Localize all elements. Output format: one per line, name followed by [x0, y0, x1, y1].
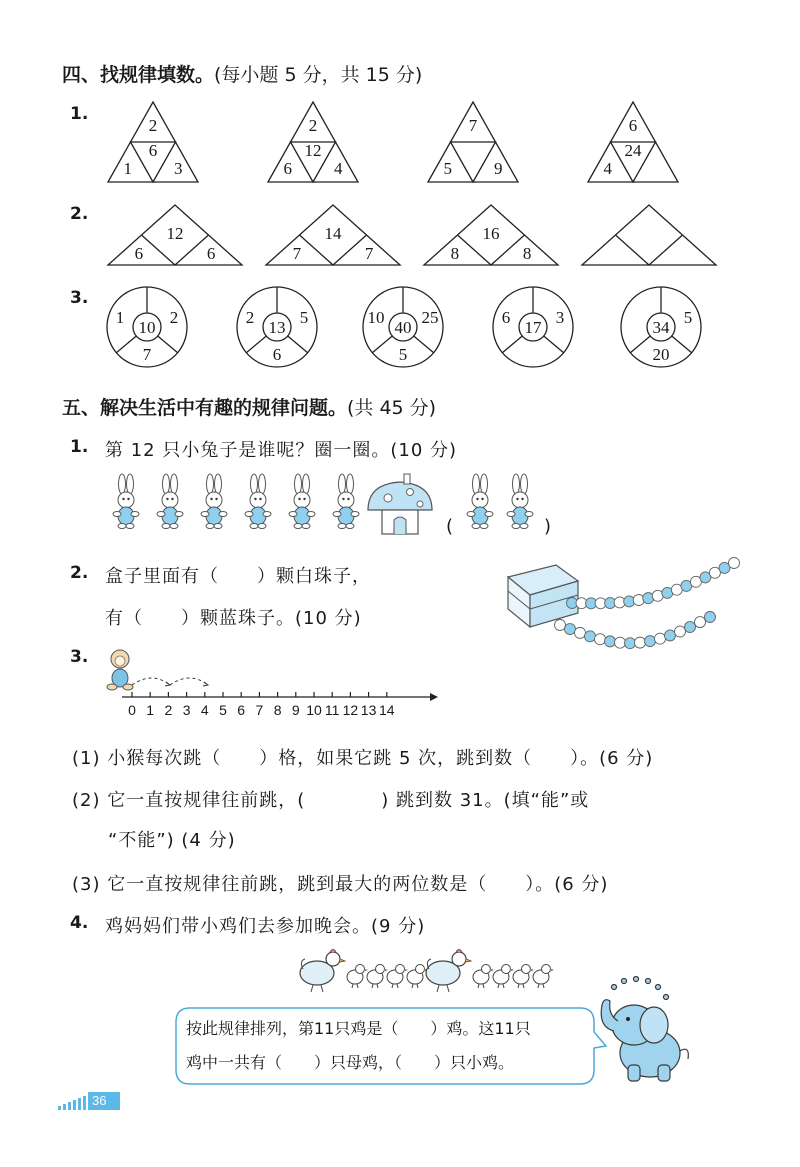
s5-q3-sub2a: (2) 它一直按规律往前跳，( ) 跳到数 31。(填“能”或 [72, 790, 590, 811]
axis-tick-label: 6 [237, 702, 246, 718]
bead [605, 636, 616, 647]
q2-triangles [108, 205, 716, 265]
elephant-icon [592, 975, 702, 1090]
ring-puzzle [107, 287, 187, 367]
triangle-right-value: 4 [333, 159, 343, 178]
s5-q1-label: 1. [70, 437, 89, 457]
bead [685, 622, 696, 633]
hen-icon [300, 950, 345, 993]
ring-right-value: 25 [421, 308, 439, 327]
ring-right-value: 5 [299, 308, 309, 327]
chick-icon [473, 965, 493, 989]
axis-tick-label: 1 [146, 702, 155, 718]
ring-bottom-value: 20 [652, 345, 670, 364]
bead-box-figure [500, 555, 750, 670]
mushroom-house-icon [368, 474, 432, 534]
bead [645, 636, 656, 647]
bubble-line2: 鸡中一共有（ ）只母鸡，（ ）只小鸡。 [186, 1053, 515, 1072]
ring-right-value: 2 [169, 308, 179, 327]
axis-tick-label: 14 [379, 702, 395, 718]
s5-q2-line1: 盒子里面有（ ）颗白珠子， [105, 566, 371, 587]
triangle-center-value: 24 [624, 141, 642, 160]
monkey-icon [107, 650, 133, 690]
ring-center-value: 10 [138, 318, 156, 337]
ring-left-value: 2 [245, 308, 255, 327]
triangle-left-value: 6 [283, 159, 293, 178]
flat-triangle-top-value: 14 [324, 224, 342, 243]
flat-triangle-left-value: 8 [450, 244, 460, 263]
ring-center-value: 34 [652, 318, 670, 337]
number-line [100, 645, 445, 725]
triangle-top-value: 7 [468, 115, 478, 135]
axis-tick-label: 13 [360, 702, 377, 718]
s5-q2-line2: 有（ ）颗蓝珠子。(10 分) [105, 608, 362, 629]
bead [585, 631, 596, 642]
chick-icon [387, 965, 407, 989]
flat-triangle-right-value: 7 [364, 244, 374, 263]
triangle-left-value: 4 [603, 159, 613, 178]
axis-tick-label: 3 [182, 702, 191, 718]
chick-icon [407, 965, 427, 989]
chick-icon [367, 965, 387, 989]
bead [655, 633, 666, 644]
ring-puzzle [621, 287, 701, 367]
ring-bottom-value: 6 [272, 345, 282, 364]
bead [729, 558, 740, 569]
s5-q4-text: 鸡妈妈们带小鸡们去参加晚会。(9 分) [105, 916, 426, 937]
flat-triangle-right-value: 6 [206, 244, 216, 263]
bead [635, 637, 646, 648]
page-number: 36 [92, 1093, 107, 1108]
ring-right-value: 3 [555, 308, 565, 327]
s5-q1-text: 第 12 只小兔子是谁呢？圈一圈。(10 分) [105, 440, 458, 461]
s5-q3-label: 3. [70, 647, 89, 667]
rabbit-icon[interactable] [467, 474, 493, 529]
bead [665, 630, 676, 641]
bead [633, 594, 644, 605]
ring-right-value: 5 [683, 308, 693, 327]
answer-paren-open: ( [446, 516, 454, 537]
chick-icon [493, 965, 513, 989]
axis-tick-label: 9 [291, 702, 300, 718]
flat-triangle-left-value: 6 [134, 244, 144, 263]
s5-q3-sub2b: “不能”) (4 分) [108, 830, 236, 851]
rabbit-icon[interactable] [507, 474, 533, 529]
bead [705, 612, 716, 623]
axis-arrow [430, 693, 438, 701]
chicken-row [295, 945, 555, 995]
ring-bottom-value: 7 [142, 345, 152, 364]
bead [555, 620, 566, 631]
s5-q4-label: 4. [70, 913, 89, 933]
box-icon [508, 565, 578, 627]
q2-label: 2. [70, 204, 89, 224]
ring-puzzle [493, 287, 573, 367]
q3-circles [107, 287, 701, 367]
ring-center-value: 40 [394, 318, 412, 337]
axis-tick-label: 7 [255, 702, 264, 718]
rabbit-icon [113, 474, 139, 529]
flat-triangle-top-value: 12 [166, 224, 184, 243]
s5-q3-sub3: (3) 它一直按规律往前跳，跳到最大的两位数是（ ）。(6 分) [72, 874, 609, 895]
triangle-top-value: 6 [628, 115, 638, 135]
axis-tick-label: 5 [219, 702, 227, 718]
bead [615, 637, 626, 648]
bead [595, 634, 606, 645]
rabbit-icon [333, 474, 359, 529]
triangle-left-value: 1 [123, 159, 133, 178]
section5-title: 五、解决生活中有趣的规律问题。(共 45 分) [62, 397, 437, 419]
chick-icon [533, 965, 553, 989]
pattern-figures [0, 0, 800, 400]
axis-tick-label: 2 [164, 702, 173, 718]
rabbit-icon [201, 474, 227, 529]
axis-tick-label: 8 [273, 702, 282, 718]
axis-tick-label: 12 [342, 702, 359, 718]
bead [695, 617, 706, 628]
flat-triangle-puzzle [108, 205, 242, 265]
triangle-center-value: 12 [304, 141, 322, 160]
speech-bubble [170, 1000, 610, 1090]
bead-necklace [555, 558, 740, 649]
flat-triangle-puzzle [424, 205, 558, 265]
axis-tick-label: 10 [306, 702, 322, 718]
bubble-line1: 按此规律排列，第11只鸡是（ ）鸡。这11只 [186, 1019, 531, 1038]
ring-center-value: 13 [268, 318, 286, 337]
ring-left-value: 10 [367, 308, 385, 327]
ring-center-value: 17 [524, 318, 542, 337]
flat-triangle-right-value: 8 [522, 244, 532, 263]
axis-tick-label: 4 [200, 702, 209, 718]
triangle-left-value: 5 [443, 159, 453, 178]
flat-triangle-puzzle [266, 205, 400, 265]
triangle-right-value: 9 [493, 159, 503, 178]
triangle-puzzle [428, 102, 518, 182]
bead [625, 638, 636, 649]
triangle-center-value: 6 [148, 141, 158, 160]
s5-q3-sub1: (1) 小猴每次跳（ ）格，如果它跳 5 次，跳到数（ ）。(6 分) [72, 748, 654, 769]
rabbit-icon [289, 474, 315, 529]
triangle-puzzle [268, 102, 358, 182]
flat-triangle-puzzle [582, 205, 716, 265]
flat-triangle-top-value: 16 [482, 224, 500, 243]
triangle-puzzle [588, 102, 678, 182]
triangle-top-value: 2 [308, 115, 318, 135]
rabbit-icon [157, 474, 183, 529]
triangle-right-value: 3 [173, 159, 183, 178]
q3-label: 3. [70, 288, 89, 308]
section4-title: 四、找规律填数。(每小题 5 分，共 15 分) [62, 64, 423, 86]
bead [565, 624, 576, 635]
axis-tick-label: 11 [324, 702, 340, 718]
triangle-top-value: 2 [148, 115, 158, 135]
bead [575, 627, 586, 638]
rabbit-row [100, 470, 570, 540]
bead [675, 626, 686, 637]
chick-icon [347, 965, 367, 989]
flat-triangle-left-value: 7 [292, 244, 302, 263]
hen-icon [426, 950, 471, 993]
ring-bottom-value: 5 [398, 345, 408, 364]
s5-q2-label: 2. [70, 563, 89, 583]
rabbit-icon [245, 474, 271, 529]
ring-puzzle [363, 287, 443, 367]
q1-triangles [108, 102, 678, 182]
ring-puzzle [237, 287, 317, 367]
triangle-puzzle [108, 102, 198, 182]
answer-paren-close: ) [544, 516, 552, 537]
q1-label: 1. [70, 104, 89, 124]
ring-left-value: 6 [501, 308, 511, 327]
ring-left-value: 1 [115, 308, 125, 327]
chick-icon [513, 965, 533, 989]
axis-tick-label: 0 [128, 702, 136, 718]
